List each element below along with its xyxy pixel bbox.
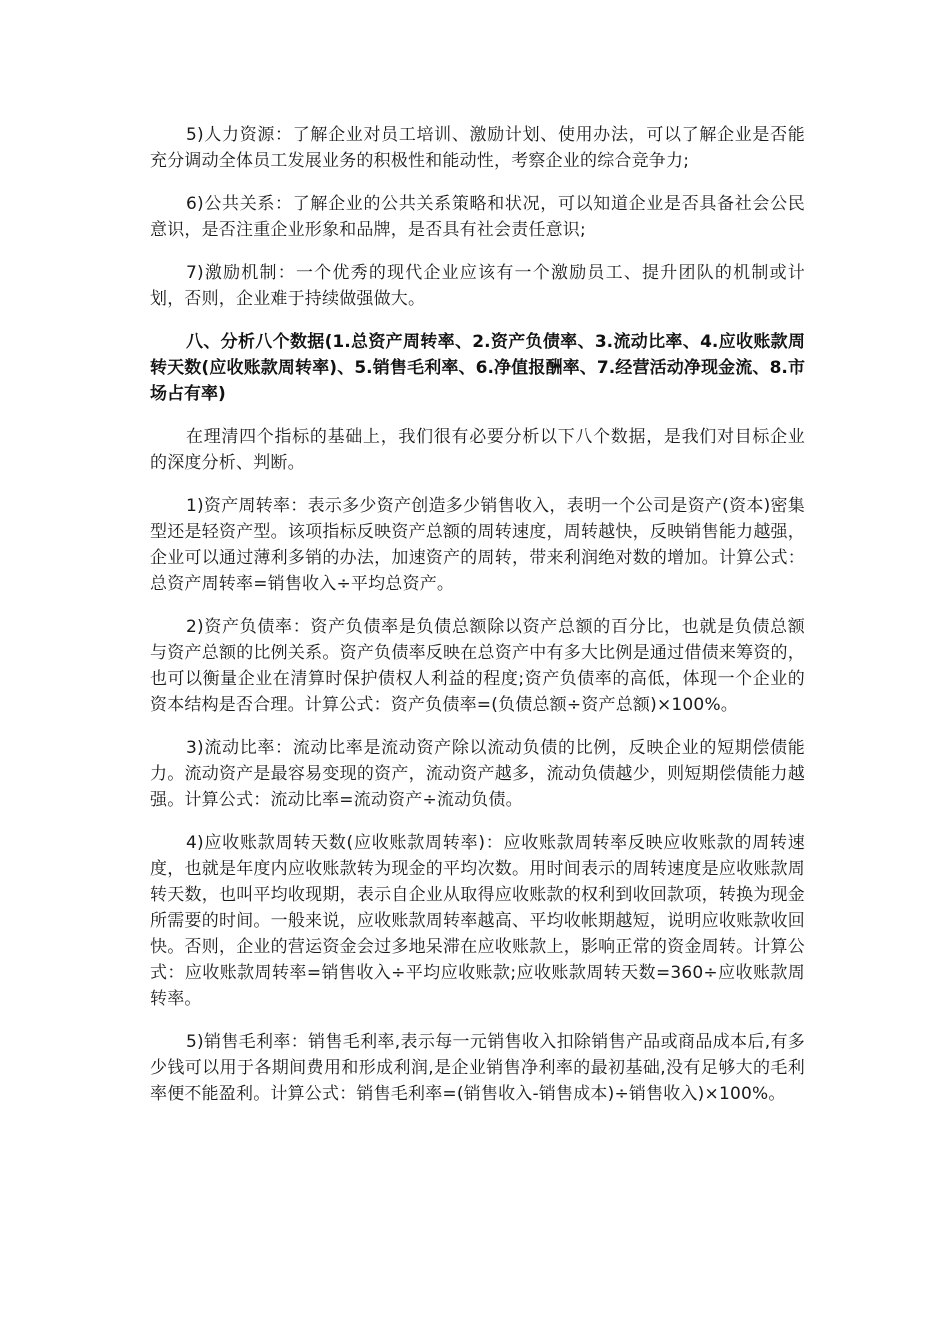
paragraph-incentive-mechanism: 7)激励机制：一个优秀的现代企业应该有一个激励员工、提升团队的机制或计划，否则，企业难于持续做强做大。 (150, 263, 805, 309)
paragraph-public-relations: 6)公共关系：了解企业的公共关系策略和状况，可以知道企业是否具备社会公民意识，是否注重企业形象和品牌，是否具有社会责任意识; (150, 194, 805, 240)
document-page (150, 122, 805, 1124)
paragraph-debt-ratio: 2)资产负债率：资产负债率是负债总额除以资产总额的百分比，也就是负债总额与资产总额的比例关系。资产负债率反映在总资产中有多大比例是通过借债来筹资的，也可以衡量企业在清算时保护债权人利益的程度;资产负债率的高低，体现一个企业的资本结构是否合理。计算公式：资产负债率=(负债总额÷资产总额)×100%。 (150, 617, 805, 715)
section-heading-eight-data: 八、分析八个数据(1.总资产周转率、2.资产负债率、3.流动比率、4.应收账款周转天数(应收账款周转率)、5.销售毛利率、6.净值报酬率、7.经营活动净现金流、8.市场占有率) (150, 332, 805, 404)
paragraph-intro: 在理清四个指标的基础上，我们很有必要分析以下八个数据，是我们对目标企业的深度分析、判断。 (150, 427, 805, 473)
paragraph-gross-margin: 5)销售毛利率：销售毛利率,表示每一元销售收入扣除销售产品或商品成本后,有多少钱可以用于各期间费用和形成利润,是企业销售净利率的最初基础,没有足够大的毛利率便不能盈利。计算公式：销售毛利率=(销售收入-销售成本)÷销售收入)×100%。 (150, 1032, 805, 1104)
paragraph-human-resources: 5)人力资源：了解企业对员工培训、激励计划、使用办法，可以了解企业是否能充分调动全体员工发展业务的积极性和能动性，考察企业的综合竞争力; (150, 125, 805, 171)
paragraph-current-ratio: 3)流动比率：流动比率是流动资产除以流动负债的比例，反映企业的短期偿债能力。流动资产是最容易变现的资产，流动资产越多，流动负债越少，则短期偿债能力越强。计算公式：流动比率=流动资产÷流动负债。 (150, 738, 805, 810)
paragraph-receivables-turnover: 4)应收账款周转天数(应收账款周转率)：应收账款周转率反映应收账款的周转速度，也就是年度内应收账款转为现金的平均次数。用时间表示的周转速度是应收账款周转天数，也叫平均收现期，表示自企业从取得应收账款的权利到收回款项，转换为现金所需要的时间。一般来说，应收账款周转率越高、平均收帐期越短，说明应收账款收回快。否则，企业的营运资金会过多地呆滞在应收账款上，影响正常的资金周转。计算公式：应收账款周转率=销售收入÷平均应收账款;应收账款周转天数=360÷应收账款周转率。 (150, 833, 805, 1009)
paragraph-asset-turnover: 1)资产周转率：表示多少资产创造多少销售收入，表明一个公司是资产(资本)密集型还是轻资产型。该项指标反映资产总额的周转速度，周转越快，反映销售能力越强，企业可以通过薄利多销的办法，加速资产的周转，带来利润绝对数的增加。计算公式：总资产周转率=销售收入÷平均总资产。 (150, 496, 805, 594)
